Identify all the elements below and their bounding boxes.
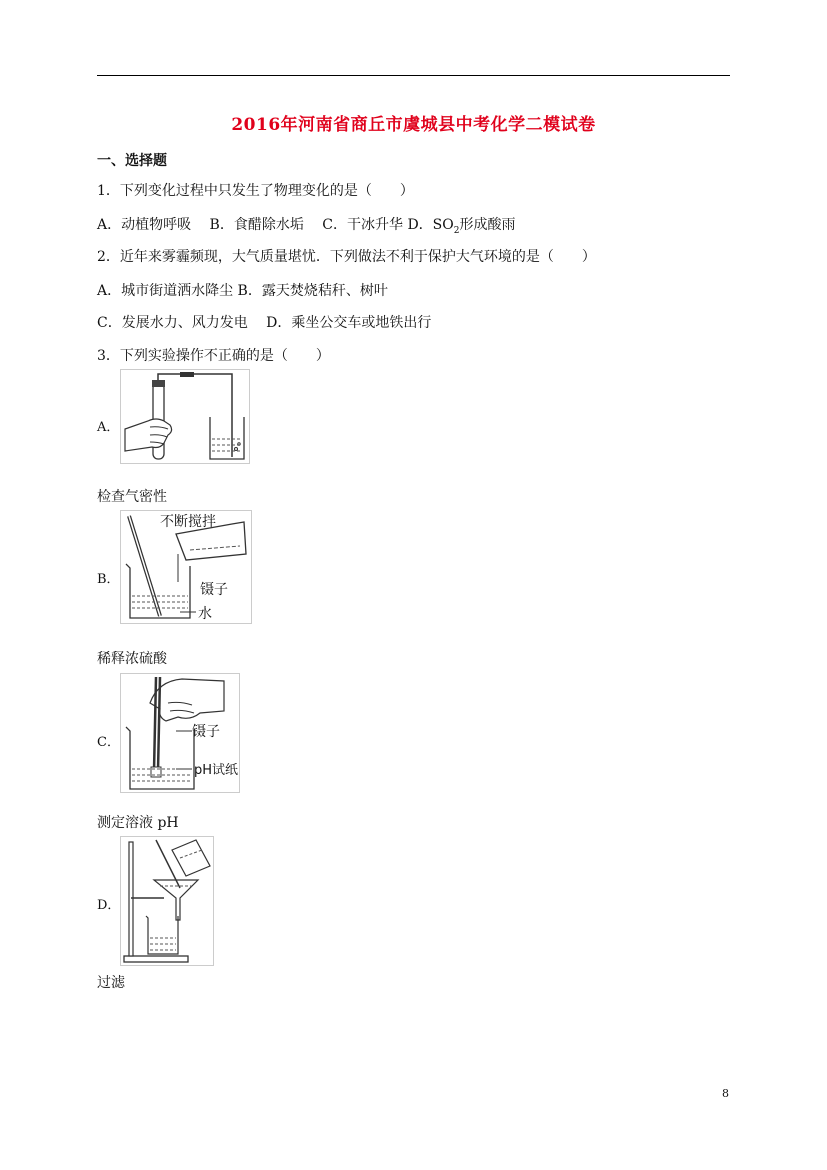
option-b-letter: B．: [97, 572, 120, 587]
option-c-caption: 测定溶液 pH: [97, 815, 179, 831]
question-1-options-tail: 形成酸雨: [459, 217, 516, 233]
question-2-options-cd: C．发展水力、风力发电 D．乘坐公交车或地铁出行: [97, 315, 432, 331]
figure-measure-ph: [120, 673, 240, 793]
figure-airtightness-check: [120, 369, 250, 464]
label-tweezers: 镊子: [192, 724, 220, 740]
question-2-options-ab: A．城市街道洒水降尘 B．露天焚烧秸秆、树叶: [97, 283, 388, 299]
header-rule: [97, 75, 730, 76]
option-a-letter: A．: [97, 420, 120, 435]
figure-dilute-sulfuric-acid: [120, 510, 252, 624]
label-water: 水: [198, 606, 212, 622]
subscript-2: 2: [453, 225, 460, 236]
label-ph-paper: pH试纸: [194, 763, 239, 778]
option-d-caption: 过滤: [97, 975, 125, 991]
option-d-letter: D．: [97, 898, 121, 913]
question-1-options-text: A．动植物呼吸 B．食醋除水垢 C．干冰升华 D．SO: [97, 217, 454, 233]
label-acid: 镊子: [200, 582, 228, 598]
page-number: 8: [722, 1087, 729, 1100]
option-c-letter: C．: [97, 735, 120, 750]
page-title: 2016年河南省商丘市虞城县中考化学二模试卷: [231, 115, 596, 135]
figure-filtration: [120, 836, 214, 966]
section-heading: 一、选择题: [97, 153, 167, 169]
option-b-caption: 稀释浓硫酸: [97, 651, 167, 667]
question-1-stem: 1．下列变化过程中只发生了物理变化的是（ ）: [97, 183, 414, 199]
question-1-options: [97, 214, 516, 236]
question-3-stem: 3．下列实验操作不正确的是（ ）: [97, 348, 330, 364]
label-stir: 不断搅拌: [160, 514, 216, 530]
option-a-caption: 检查气密性: [97, 489, 167, 505]
question-2-stem: 2．近年来雾霾频现，大气质量堪忧．下列做法不利于保护大气环境的是（ ）: [97, 249, 596, 265]
